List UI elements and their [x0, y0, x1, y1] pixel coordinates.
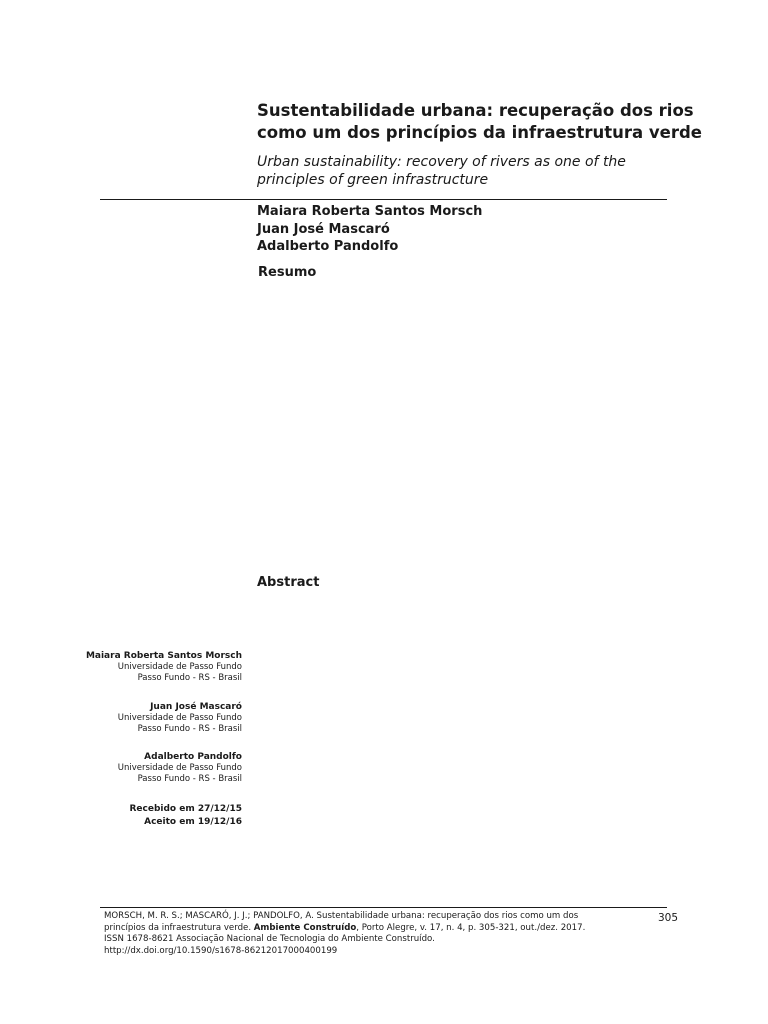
affiliation-institution: Universidade de Passo Fundo [117, 713, 242, 723]
received-date: Recebido em 27/12/15 [129, 804, 242, 814]
affiliation-institution: Universidade de Passo Fundo [117, 763, 242, 773]
affiliation-location: Passo Fundo - RS - Brasil [137, 724, 242, 734]
article-subtitle-line: principles of green infrastructure [257, 172, 489, 188]
author-name: Adalberto Pandolfo [257, 239, 399, 254]
affiliation-author-name: Juan José Mascaró [150, 702, 242, 712]
submission-dates [129, 803, 242, 829]
author-name: Maiara Roberta Santos Morsch [257, 204, 483, 219]
citation-block [104, 911, 644, 957]
journal-name: Ambiente Construído [253, 922, 357, 933]
affiliation-block [86, 651, 242, 684]
abstract-heading: Abstract [257, 575, 320, 590]
citation-text: princípios da infraestrutura verde. [104, 922, 254, 933]
doi-link[interactable]: http://dx.doi.org/10.1590/s1678-86212017000400199 [104, 945, 338, 956]
article-subtitle [257, 153, 687, 189]
affiliation-institution: Universidade de Passo Fundo [117, 662, 242, 672]
affiliation-location: Passo Fundo - RS - Brasil [137, 673, 242, 683]
article-subtitle-line: Urban sustainability: recovery of rivers as one of the [257, 154, 626, 170]
citation-text: , Porto Alegre, v. 17, n. 4, p. 305-321, out./dez. 2017. [356, 922, 586, 933]
accepted-date: Aceito em 19/12/16 [144, 817, 242, 827]
article-title-line: como um dos princípios da infraestrutura verde [257, 123, 703, 142]
citation-line [104, 923, 644, 935]
affiliation-location: Passo Fundo - RS - Brasil [137, 774, 242, 784]
page-number: 305 [658, 912, 679, 924]
header-divider [100, 199, 667, 200]
author-name: Juan José Mascaró [257, 221, 390, 237]
citation-line: MORSCH, M. R. S.; MASCARÓ, J. J.; PANDOLFO, A. Sustentabilidade urbana: recuperação dos rios como um dos [104, 911, 579, 921]
article-title [257, 100, 703, 144]
footer-divider [100, 907, 667, 908]
resumo-heading: Resumo [258, 265, 317, 280]
author-list [257, 203, 482, 256]
affiliation-block [118, 702, 242, 735]
article-title-line: Sustentabilidade urbana: recuperação dos rios [257, 101, 694, 120]
affiliation-author-name: Maiara Roberta Santos Morsch [85, 651, 242, 661]
affiliation-block [118, 752, 242, 785]
affiliation-author-name: Adalberto Pandolfo [144, 752, 242, 762]
citation-line: ISSN 1678-8621 Associação Nacional de Tecnologia do Ambiente Construído. [104, 934, 435, 945]
